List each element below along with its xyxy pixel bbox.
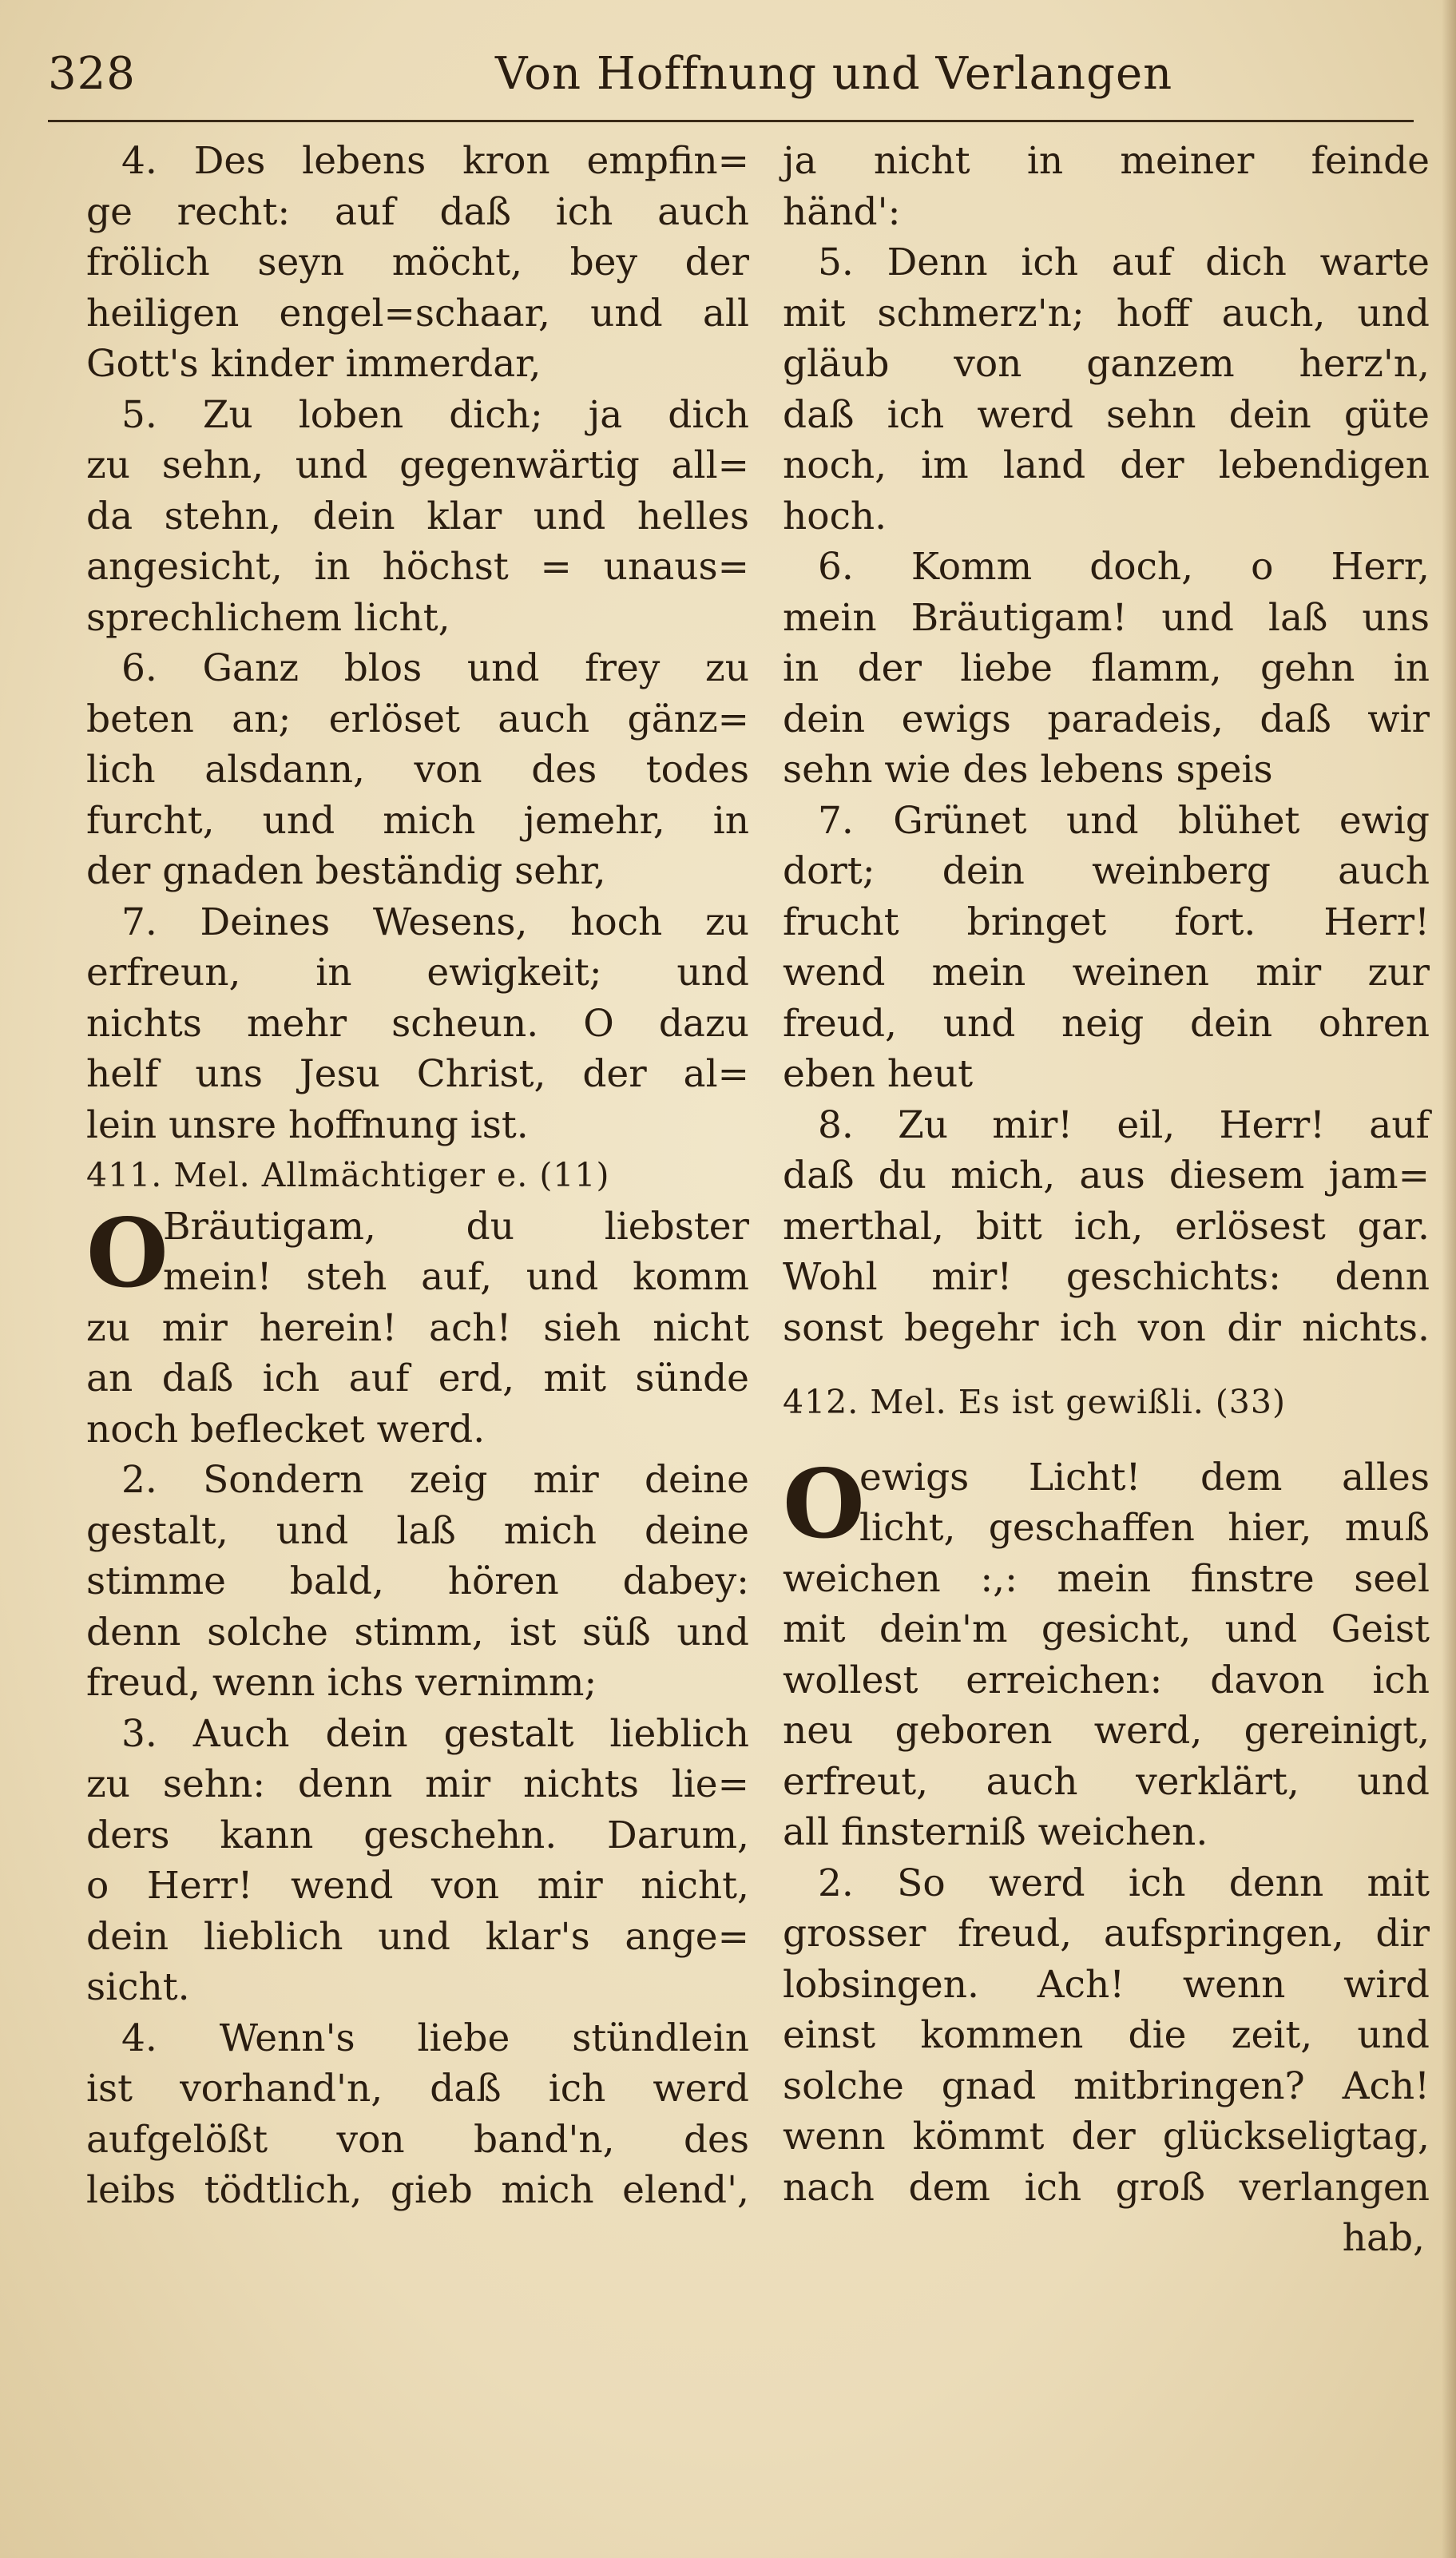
text-line: denn solche stimm, ist süß und (86, 1610, 749, 1654)
page-header (48, 42, 1422, 113)
text-line: wend mein weinen mir zur (783, 951, 1430, 995)
text-line: lobsingen. Ach! wenn wird (783, 1962, 1430, 2007)
text-line: 8. Zu mir! eil, Herr! auf (818, 1102, 1430, 1147)
right-column (783, 136, 1430, 2264)
text-line: noch beflecket werd. (86, 1407, 486, 1452)
text-line: mein Bräutigam! und laß uns (783, 595, 1430, 640)
text-line: frölich seyn möcht, bey der (86, 240, 749, 284)
hymn-heading-411: 411. Mel. Allmächtiger e. (11) (86, 1156, 610, 1194)
text-line: 2. Sondern zeig mir deine (121, 1458, 749, 1502)
text-line: ja nicht in meiner feinde (783, 139, 1430, 183)
text-line: zu mir herein! ach! sieh nicht (86, 1305, 749, 1350)
text-line: eben heut (783, 1052, 974, 1096)
hymn-411-opening (86, 1197, 749, 1309)
text-line: lich alsdann, von des todes (86, 748, 749, 792)
text-line: 4. Des lebens kron empfin= (121, 139, 749, 183)
text-line: licht, geschaffen hier, muß (859, 1506, 1430, 1550)
text-line: gläub von ganzem herz'n, (783, 342, 1430, 386)
dropcap-letter: O (86, 1197, 169, 1309)
text-line: 5. Zu loben dich; ja dich (121, 392, 749, 437)
text-line: dein lieblich und klar's ange= (86, 1914, 749, 1959)
text-line: zu sehn: denn mir nichts lie= (86, 1762, 749, 1806)
text-line: in der liebe flamm, gehn in (783, 646, 1430, 690)
catchword: hab, (1342, 2216, 1425, 2260)
hymn-412-opening (783, 1448, 1430, 1559)
text-line: ge recht: auf daß ich auch (86, 189, 749, 234)
text-line: noch, im land der lebendigen (783, 443, 1430, 487)
text-line: sonst begehr ich von dir nichts. (783, 1305, 1430, 1350)
page-edge-shadow (1442, 0, 1456, 2558)
text-line: freud, und neig dein ohren (783, 1001, 1430, 1046)
text-line: mit schmerz'n; hoff auch, und (783, 291, 1430, 336)
text-line: all finsterniß weichen. (783, 1810, 1208, 1854)
text-line: erfreut, auch verklärt, und (783, 1759, 1430, 1804)
text-line: wollest erreichen: davon ich (783, 1658, 1430, 1702)
text-line: sicht. (86, 1965, 190, 2009)
text-line: 5. Denn ich auf dich warte (818, 240, 1430, 284)
text-line: nach dem ich groß verlangen (783, 2165, 1430, 2210)
text-line: 4. Wenn's liebe stündlein (121, 2016, 749, 2060)
text-line: dein ewigs paradeis, daß wir (783, 697, 1430, 741)
text-line: 7. Deines Wesens, hoch zu (121, 900, 749, 944)
text-line: beten an; erlöset auch gänz= (86, 697, 749, 741)
text-line: neu geboren werd, gereinigt, (783, 1709, 1430, 1753)
page-number: 328 (48, 48, 136, 100)
text-line: 6. Komm doch, o Herr, (818, 545, 1430, 589)
text-line: weichen :,: mein finstre seel (783, 1556, 1430, 1601)
text-line: furcht, und mich jemehr, in (86, 798, 749, 843)
text-line: heiligen engel=schaar, und all (86, 291, 749, 336)
section-gap (783, 1428, 1430, 1452)
text-line: händ': (783, 189, 901, 234)
text-line: zu sehn, und gegenwärtig all= (86, 443, 749, 487)
text-line: daß du mich, aus diesem jam= (783, 1154, 1430, 1198)
section-gap (783, 1353, 1430, 1377)
text-line: angesicht, in höchst = unaus= (86, 545, 749, 589)
text-line: der gnaden beständig sehr, (86, 849, 606, 893)
text-line: lein unsre hoffnung ist. (86, 1102, 529, 1147)
text-line: hoch. (783, 494, 887, 538)
text-line: sprechlichem licht, (86, 595, 450, 640)
dropcap-letter: O (783, 1448, 865, 1559)
text-line: an daß ich auf erd, mit sünde (86, 1356, 749, 1400)
text-line: nichts mehr scheun. O dazu (86, 1001, 749, 1046)
text-line: gestalt, und laß mich deine (86, 1508, 749, 1553)
text-line: grosser freud, aufspringen, dir (783, 1912, 1430, 1956)
text-line: daß ich werd sehn dein güte (783, 392, 1430, 437)
text-line: 6. Ganz blos und frey zu (121, 646, 749, 690)
text-line: einst kommen die zeit, und (783, 2013, 1430, 2057)
text-line: 7. Grünet und blühet ewig (818, 798, 1430, 843)
text-line: mit dein'm gesicht, und Geist (783, 1607, 1430, 1651)
text-line: mein! steh auf, und komm (163, 1255, 749, 1299)
text-line: dort; dein weinberg auch (783, 849, 1430, 893)
text-line: freud, wenn ichs vernimm; (86, 1661, 597, 1705)
text-line: erfreun, in ewigkeit; und (86, 951, 749, 995)
text-line: Gott's kinder immerdar, (86, 342, 542, 386)
text-line: 3. Auch dein gestalt lieblich (121, 1711, 749, 1756)
text-line: ewigs Licht! dem alles (859, 1455, 1430, 1499)
text-line: merthal, bitt ich, erlösest gar. (783, 1204, 1430, 1249)
text-line: aufgelößt von band'n, des (86, 2117, 749, 2162)
text-line: solche gnad mitbringen? Ach! (783, 2063, 1430, 2108)
text-line: da stehn, dein klar und helles (86, 494, 749, 538)
text-line: ders kann geschehn. Darum, (86, 1813, 749, 1857)
left-column (86, 136, 749, 2216)
running-title: Von Hoffnung und Verlangen (495, 48, 1173, 100)
header-rule (48, 120, 1414, 122)
text-line: o Herr! wend von mir nicht, (86, 1864, 749, 1908)
text-line: Bräutigam, du liebster (163, 1204, 749, 1249)
text-line: 2. So werd ich denn mit (818, 1861, 1430, 1905)
hymn-heading-412: 412. Mel. Es ist gewißli. (33) (783, 1383, 1286, 1421)
text-line: leibs tödtlich, gieb mich elend', (86, 2168, 749, 2212)
text-line: stimme bald, hören dabey: (86, 1559, 749, 1603)
text-line: frucht bringet fort. Herr! (783, 900, 1430, 944)
text-line: wenn kömmt der glückseligtag, (783, 2115, 1430, 2159)
text-line: sehn wie des lebens speis (783, 748, 1273, 792)
text-line: ist vorhand'n, daß ich werd (86, 2067, 749, 2111)
text-line: helf uns Jesu Christ, der al= (86, 1052, 749, 1096)
text-line: Wohl mir! geschichts: denn (783, 1255, 1430, 1299)
